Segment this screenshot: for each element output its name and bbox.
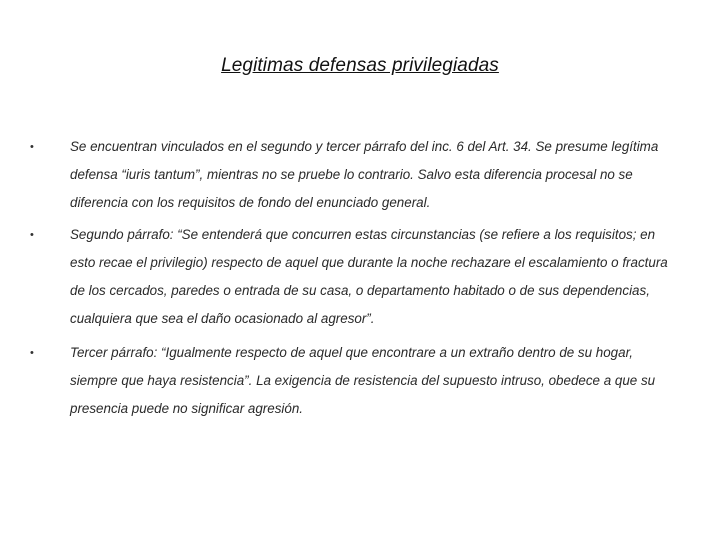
bullet-icon: • (30, 141, 34, 153)
bullet-item-2 (0, 221, 720, 333)
bullet-text: Se encuentran vinculados en el segundo y tercer párrafo del inc. 6 del Art. 34. Se presume legítima defensa “iuris tantum”, mientras no se pruebe lo contrario. Salvo esta diferencia procesal no se diferencia con los requisitos de fondo del enunciado general. (70, 139, 659, 210)
bullet-icon: • (30, 229, 34, 241)
bullet-item-1 (0, 133, 720, 217)
bullet-list (0, 133, 720, 427)
slide-title: Legitimas defensas privilegiadas (221, 55, 499, 76)
bullet-text: Tercer párrafo: “Igualmente respecto de aquel que encontrare a un extraño dentro de su hogar, siempre que haya resistencia”. La exigencia de resistencia del supuesto intruso, obedece a que su presencia puede no significar agresión. (70, 345, 656, 416)
bullet-icon: • (30, 347, 34, 359)
bullet-item-3 (0, 339, 720, 423)
bullet-text: Segundo párrafo: “Se entenderá que concurren estas circunstancias (se refiere a los requisitos; en esto recae el privilegio) respecto de aquel que durante la noche rechazare el escalamiento o fractura de los cercados, paredes o entrada de su casa, o departamento habitado o de sus dependencias, cualquiera que sea el daño ocasionado al agresor”. (70, 227, 668, 326)
